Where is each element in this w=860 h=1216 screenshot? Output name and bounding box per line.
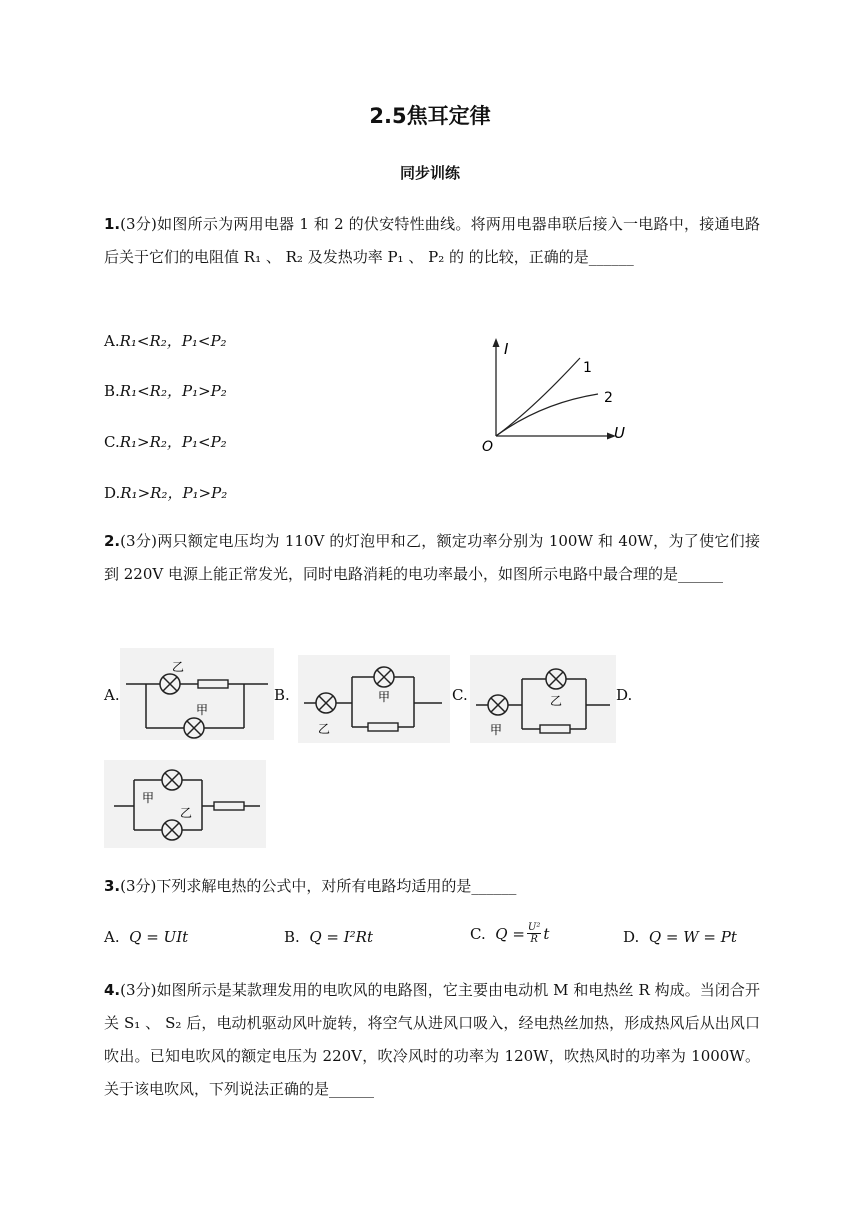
- q2-option-d-label[interactable]: D.: [616, 686, 633, 704]
- option-text: Q = I²Rt: [309, 928, 374, 946]
- option-label: D.: [104, 484, 121, 502]
- q1-option-c[interactable]: [104, 431, 227, 452]
- option-label: A.: [104, 928, 120, 946]
- lamp-label-yi: 乙: [180, 806, 193, 820]
- question-1-number: 1.: [104, 215, 121, 233]
- fraction: [527, 922, 541, 945]
- question-2-text: (3分)两只额定电压均为 110V 的灯泡甲和乙，额定功率分别为 100W 和 40W，为了使它们接到 220V 电源上能正常发光，同时电路消耗的电功率最小，如图所示电路中最合理的是______: [104, 532, 760, 583]
- fraction-numerator: U²: [527, 922, 541, 933]
- lamp-label-jia: 甲: [196, 703, 209, 717]
- circuit-a[interactable]: [120, 648, 274, 740]
- q1-option-a[interactable]: [104, 330, 227, 351]
- question-4-number: 4.: [104, 981, 121, 999]
- lamp-label-yi: 乙: [550, 694, 563, 708]
- section-subtitle: 同步训练: [399, 164, 460, 182]
- curve-2: [496, 394, 598, 436]
- option-text: R₁<R₂，P₁<P₂: [119, 332, 227, 350]
- option-label: C.: [104, 433, 120, 451]
- q1-option-b[interactable]: [104, 380, 227, 401]
- option-label: B.: [284, 928, 300, 946]
- option-text: R₁>R₂，P₁<P₂: [119, 433, 227, 451]
- lamp-label-jia: 甲: [378, 690, 391, 704]
- curve-1: [496, 358, 580, 436]
- axis-label-i: I: [504, 340, 509, 358]
- q3-option-b[interactable]: [284, 928, 373, 946]
- y-axis-arrow: [493, 338, 500, 347]
- question-1: [104, 208, 760, 274]
- q3-option-c[interactable]: [470, 922, 549, 945]
- lamp-label-jia: 甲: [490, 723, 503, 737]
- question-3-text: (3分)下列求解电热的公式中，对所有电路均适用的是______: [120, 877, 517, 895]
- circuit-c[interactable]: [470, 655, 616, 743]
- curve-2-label: 2: [604, 390, 613, 406]
- question-3-number: 3.: [104, 877, 121, 895]
- lamp-label-jia: 甲: [142, 791, 155, 805]
- q2-option-c-label[interactable]: C.: [452, 686, 468, 704]
- q1-option-d[interactable]: [104, 482, 227, 503]
- page-title: 2.5焦耳定律: [369, 104, 491, 128]
- resistor-icon: [540, 725, 570, 733]
- resistor-icon: [368, 723, 398, 731]
- q3-option-d[interactable]: [623, 928, 737, 946]
- resistor-icon: [198, 680, 228, 688]
- q2-option-b-label[interactable]: B.: [274, 686, 290, 704]
- circuit-b[interactable]: [298, 655, 450, 743]
- iu-characteristic-graph: [476, 334, 636, 456]
- lamp-label-yi: 乙: [172, 660, 185, 674]
- resistor-icon: [214, 802, 244, 810]
- option-text: Q =: [495, 924, 525, 943]
- option-label: C.: [470, 924, 486, 943]
- option-text: Q = UIt: [129, 928, 189, 946]
- question-3: [104, 870, 760, 903]
- option-label: A.: [104, 332, 120, 350]
- q2-option-a-label[interactable]: A.: [104, 686, 120, 704]
- fraction-denominator: R: [530, 934, 538, 945]
- q3-option-a[interactable]: [104, 928, 188, 946]
- question-1-text: (3分)如图所示为两用电器 1 和 2 的伏安特性曲线。将两用电器串联后接入一电路中，接通电路后关于它们的电阻值 R₁ 、 R₂ 及发热功率 P₁ 、 P₂ 的 的比较，正确的是______: [104, 215, 760, 266]
- question-4-text: (3分)如图所示是某款理发用的电吹风的电路图，它主要由电动机 M 和电热丝 R 构成。当闭合开关 S₁ 、 S₂ 后，电动机驱动风叶旋转，将空气从进风口吸入，经电热丝加热，形成热风后从出风口吹出。已知电吹风的额定电压为 220V，吹冷风时的功率为 120W，吹热风时的功率为 1000W。关于该电吹风，下列说法正确的是______: [104, 981, 760, 1098]
- option-label: B.: [104, 382, 120, 400]
- option-label: D.: [623, 928, 640, 946]
- option-text: t: [543, 924, 550, 943]
- question-2-number: 2.: [104, 532, 121, 550]
- option-text: Q = W = Pt: [648, 928, 737, 946]
- axis-label-u: U: [614, 424, 625, 442]
- curve-1-label: 1: [583, 360, 592, 376]
- circuit-d[interactable]: [104, 760, 266, 848]
- option-text: R₁>R₂，P₁>P₂: [120, 484, 228, 502]
- question-2: [104, 525, 760, 591]
- lamp-label-yi: 乙: [318, 722, 331, 736]
- origin-label: O: [482, 439, 494, 455]
- option-text: R₁<R₂，P₁>P₂: [119, 382, 227, 400]
- question-4: [104, 974, 760, 1106]
